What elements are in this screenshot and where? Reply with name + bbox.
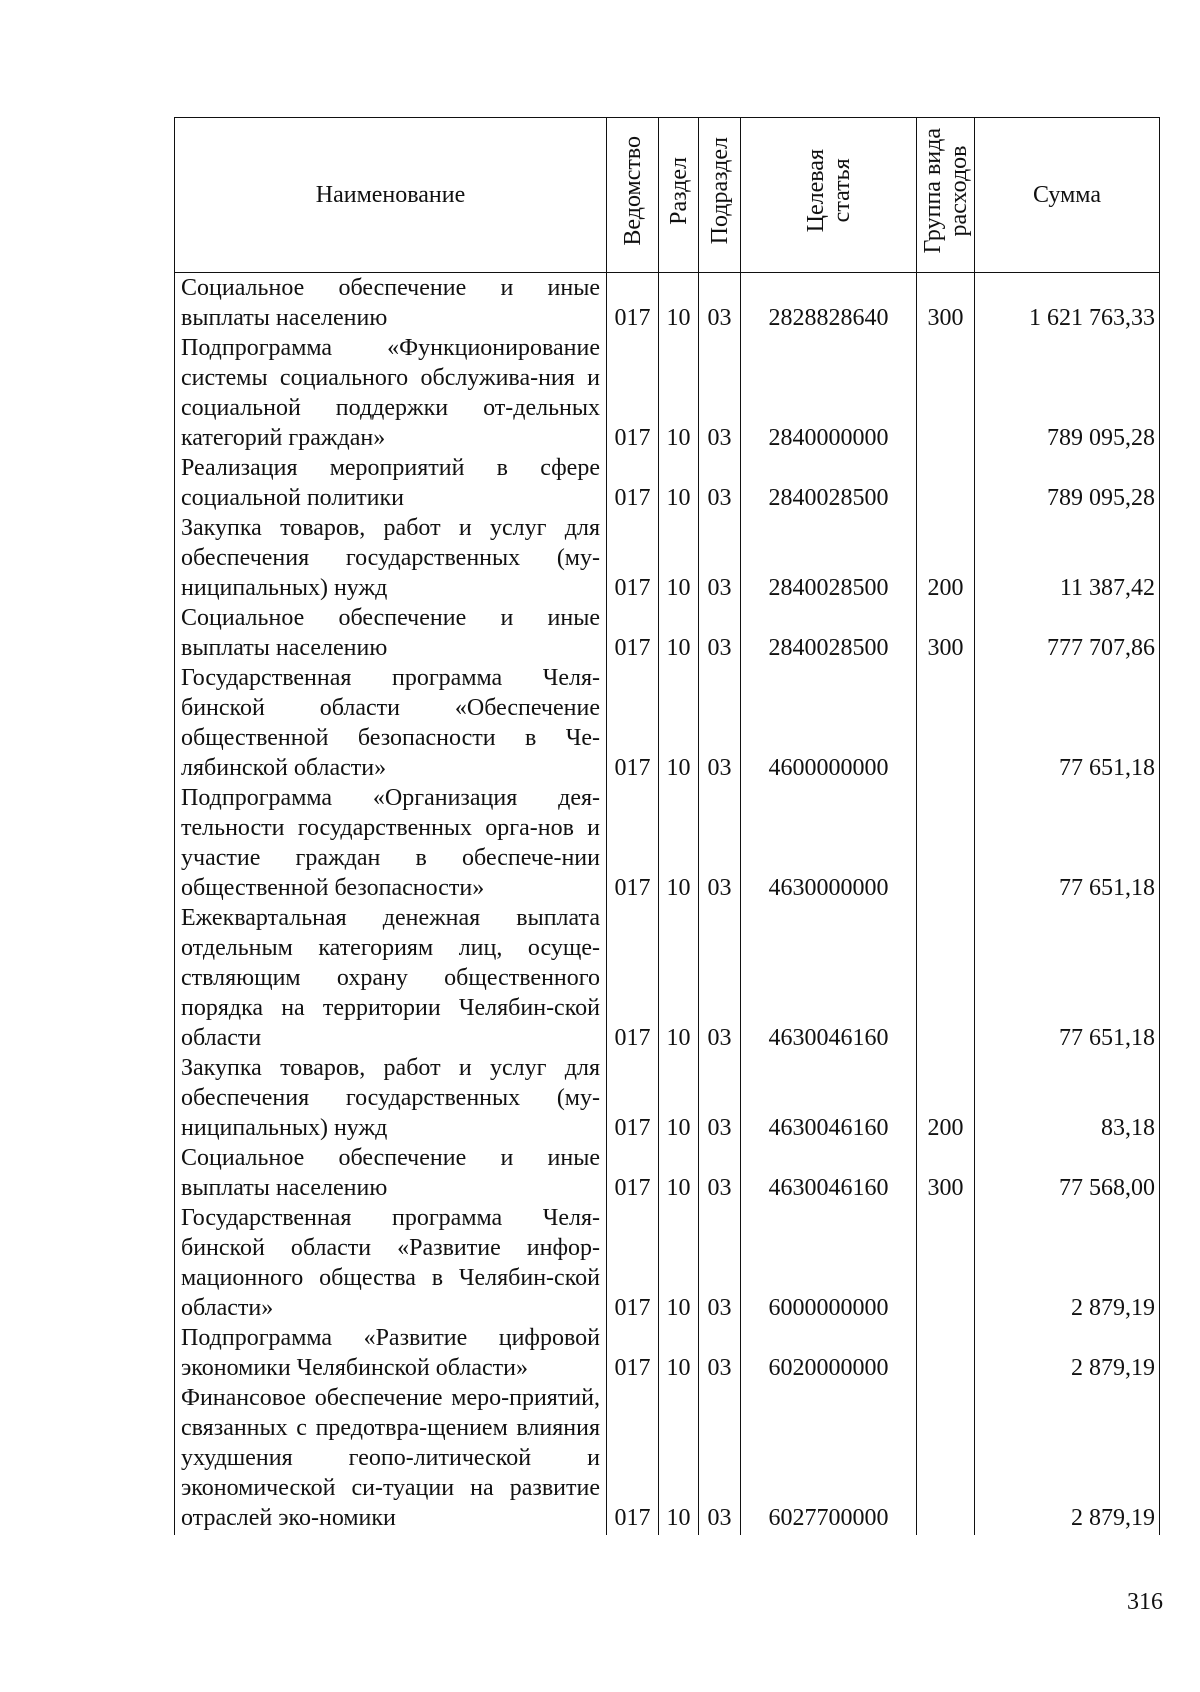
cell-department: 017 <box>607 1203 659 1323</box>
table-row <box>175 903 1160 1053</box>
header-name: Наименование <box>175 118 607 273</box>
cell-subsection: 03 <box>699 1323 741 1383</box>
cell-department: 017 <box>607 513 659 603</box>
cell-name: Социальное обеспечение и иные выплаты населению <box>175 1143 607 1203</box>
cell-target-article: 2840028500 <box>741 453 917 513</box>
table-row <box>175 1143 1160 1203</box>
cell-expense-group <box>917 1383 975 1535</box>
cell-expense-group: 200 <box>917 513 975 603</box>
header-department: Ведомство <box>607 118 659 273</box>
cell-section: 10 <box>659 783 699 903</box>
header-sum: Сумма <box>975 118 1160 273</box>
cell-target-article: 4630046160 <box>741 1143 917 1203</box>
cell-target-article: 4630000000 <box>741 783 917 903</box>
cell-name: Социальное обеспечение и иные выплаты населению <box>175 273 607 334</box>
cell-name: Финансовое обеспечение меро-приятий, связанных с предотвра-щением влияния ухудшения геопо-литической и экономической си-туации на развитие отраслей эко-номики <box>175 1383 607 1535</box>
cell-subsection: 03 <box>699 1383 741 1535</box>
cell-name: Государственная программа Челя-бинской области «Развитие инфор-мационного общества в Челябин-ской области» <box>175 1203 607 1323</box>
cell-expense-group <box>917 663 975 783</box>
cell-subsection: 03 <box>699 333 741 453</box>
cell-sum: 2 879,19 <box>975 1203 1160 1323</box>
cell-section: 10 <box>659 333 699 453</box>
cell-expense-group <box>917 453 975 513</box>
cell-sum: 2 879,19 <box>975 1323 1160 1383</box>
cell-target-article: 2840028500 <box>741 513 917 603</box>
cell-section: 10 <box>659 453 699 513</box>
table-header-row <box>175 118 1160 273</box>
cell-target-article: 6020000000 <box>741 1323 917 1383</box>
cell-expense-group: 300 <box>917 273 975 334</box>
table-body <box>175 273 1160 1536</box>
table-row <box>175 663 1160 783</box>
budget-table <box>174 117 1160 1535</box>
table-row <box>175 1053 1160 1143</box>
cell-department: 017 <box>607 663 659 783</box>
cell-subsection: 03 <box>699 273 741 334</box>
cell-section: 10 <box>659 1383 699 1535</box>
cell-department: 017 <box>607 273 659 334</box>
cell-target-article: 2840000000 <box>741 333 917 453</box>
cell-section: 10 <box>659 273 699 334</box>
cell-sum: 77 651,18 <box>975 783 1160 903</box>
cell-sum: 11 387,42 <box>975 513 1160 603</box>
cell-target-article: 2840028500 <box>741 603 917 663</box>
table-row <box>175 1203 1160 1323</box>
cell-name: Закупка товаров, работ и услуг для обеспечения государственных (му-ниципальных) нужд <box>175 1053 607 1143</box>
cell-name: Социальное обеспечение и иные выплаты населению <box>175 603 607 663</box>
cell-subsection: 03 <box>699 1143 741 1203</box>
header-target-article: Целевая статья <box>741 118 917 273</box>
page-number: 316 <box>1127 1589 1163 1615</box>
cell-target-article: 4630046160 <box>741 1053 917 1143</box>
cell-section: 10 <box>659 1143 699 1203</box>
cell-name: Подпрограмма «Функционирование системы социального обслужива-ния и социальной поддержки от-дельных категорий граждан» <box>175 333 607 453</box>
cell-name: Государственная программа Челя-бинской области «Обеспечение общественной безопасности в Че-лябинской области» <box>175 663 607 783</box>
header-expense-group: Группа вида расходов <box>917 118 975 273</box>
cell-expense-group: 200 <box>917 1053 975 1143</box>
table-row <box>175 273 1160 334</box>
cell-expense-group <box>917 783 975 903</box>
cell-expense-group <box>917 1323 975 1383</box>
cell-expense-group: 300 <box>917 603 975 663</box>
cell-subsection: 03 <box>699 1053 741 1143</box>
header-section: Раздел <box>659 118 699 273</box>
cell-subsection: 03 <box>699 663 741 783</box>
cell-name: Подпрограмма «Развитие цифровой экономики Челябинской области» <box>175 1323 607 1383</box>
cell-department: 017 <box>607 1323 659 1383</box>
cell-expense-group: 300 <box>917 1143 975 1203</box>
table-row <box>175 1383 1160 1535</box>
header-subsection: Подраздел <box>699 118 741 273</box>
cell-department: 017 <box>607 603 659 663</box>
cell-name: Закупка товаров, работ и услуг для обеспечения государственных (му-ниципальных) нужд <box>175 513 607 603</box>
cell-target-article: 6027700000 <box>741 1383 917 1535</box>
table-row <box>175 603 1160 663</box>
cell-subsection: 03 <box>699 903 741 1053</box>
cell-department: 017 <box>607 333 659 453</box>
cell-section: 10 <box>659 903 699 1053</box>
cell-section: 10 <box>659 1053 699 1143</box>
cell-sum: 789 095,28 <box>975 453 1160 513</box>
cell-subsection: 03 <box>699 783 741 903</box>
table-row <box>175 783 1160 903</box>
cell-expense-group <box>917 333 975 453</box>
table-row <box>175 333 1160 453</box>
table-row <box>175 1323 1160 1383</box>
cell-target-article: 4600000000 <box>741 663 917 783</box>
cell-section: 10 <box>659 513 699 603</box>
table-row <box>175 453 1160 513</box>
cell-section: 10 <box>659 1203 699 1323</box>
cell-section: 10 <box>659 663 699 783</box>
cell-name: Ежеквартальная денежная выплата отдельным категориям лиц, осуще-ствляющим охрану общественного порядка на территории Челябин-ской области <box>175 903 607 1053</box>
cell-section: 10 <box>659 1323 699 1383</box>
cell-department: 017 <box>607 783 659 903</box>
cell-sum: 2 879,19 <box>975 1383 1160 1535</box>
cell-department: 017 <box>607 903 659 1053</box>
cell-target-article: 2828828640 <box>741 273 917 334</box>
cell-name: Реализация мероприятий в сфере социальной политики <box>175 453 607 513</box>
cell-subsection: 03 <box>699 453 741 513</box>
cell-sum: 77 568,00 <box>975 1143 1160 1203</box>
cell-sum: 777 707,86 <box>975 603 1160 663</box>
cell-target-article: 4630046160 <box>741 903 917 1053</box>
cell-department: 017 <box>607 1053 659 1143</box>
cell-subsection: 03 <box>699 1203 741 1323</box>
cell-section: 10 <box>659 603 699 663</box>
cell-department: 017 <box>607 453 659 513</box>
cell-sum: 77 651,18 <box>975 663 1160 783</box>
table-row <box>175 513 1160 603</box>
cell-department: 017 <box>607 1383 659 1535</box>
cell-expense-group <box>917 903 975 1053</box>
cell-department: 017 <box>607 1143 659 1203</box>
cell-subsection: 03 <box>699 513 741 603</box>
cell-name: Подпрограмма «Организация дея-тельности государственных орга-нов и участие граждан в обеспече-нии общественной безопасности» <box>175 783 607 903</box>
cell-sum: 1 621 763,33 <box>975 273 1160 334</box>
cell-subsection: 03 <box>699 603 741 663</box>
cell-sum: 77 651,18 <box>975 903 1160 1053</box>
cell-sum: 83,18 <box>975 1053 1160 1143</box>
cell-sum: 789 095,28 <box>975 333 1160 453</box>
cell-target-article: 6000000000 <box>741 1203 917 1323</box>
cell-expense-group <box>917 1203 975 1323</box>
